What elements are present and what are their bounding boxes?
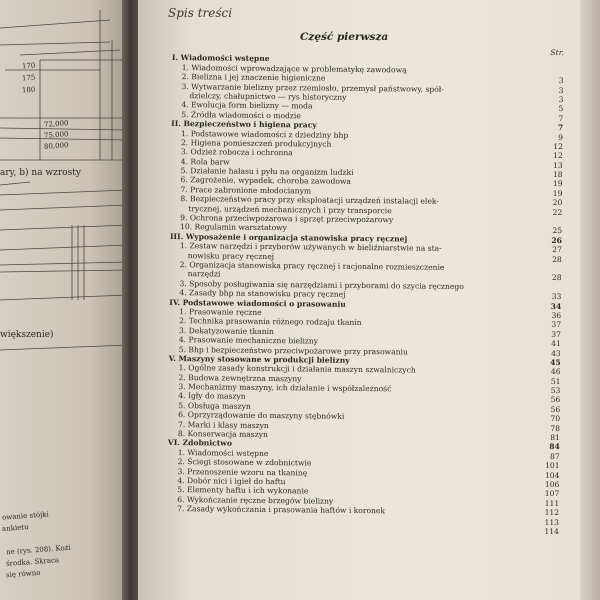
toc-entry-title: I. Wiadomości wstępne: [171, 53, 270, 64]
toc-page-number: 41: [551, 339, 561, 349]
toc-page-number: 3: [558, 95, 564, 105]
toc-page-number: 106: [544, 479, 560, 490]
toc-page-number: 33: [551, 292, 562, 302]
toc-page-number: 26: [551, 235, 563, 245]
toc-page-number: 84: [549, 442, 560, 452]
left-text: owanie stójki: [1, 510, 49, 522]
left-table-label: 72,000: [43, 119, 69, 129]
toc-entry-title: 1. Ogólne zasady konstrukcji i działania maszyn szwalniczych: [178, 363, 416, 375]
toc-entry-title: 2. Technika prasowania różnego rodzaju tkanin: [179, 316, 362, 328]
toc-page-number: 27: [552, 245, 562, 255]
toc-entry-title: 2. Budowa zewnętrzna maszyny: [178, 372, 302, 384]
left-text: się równo: [5, 568, 41, 580]
toc-entry-title: 1. Zestaw narzędzi i przyborów używanych w bieliźniarstwie na sta-: [179, 241, 442, 254]
left-diagram: [0, 0, 128, 600]
toc-page-number: 7: [558, 113, 564, 123]
left-text: większenie): [0, 330, 54, 340]
toc-entry-title: 4. Rola barw: [180, 156, 230, 167]
toc-entry-title: II. Bezpieczeństwo i higiena pracy: [171, 119, 317, 130]
left-text: ary, b) na wzrosty: [0, 168, 81, 178]
left-number: 175: [21, 73, 36, 83]
toc-page-number: 113: [544, 517, 560, 527]
page-header: Spis treści: [168, 6, 233, 20]
left-page: [0, 0, 128, 600]
toc-page-number: 34: [550, 301, 562, 311]
table-of-contents: [167, 44, 564, 536]
toc-entry-title: 2. Organizacja stanowiska pracy ręcznej i racjonalne rozmieszczenie: [179, 260, 445, 272]
section-title: Część pierwsza: [300, 31, 389, 43]
toc-entry-title: 1. Wiadomości wprowadzające w problematykę zawodową: [181, 62, 407, 75]
toc-page-number: 9: [558, 132, 564, 142]
toc-entry-title: 8. Konserwacja maszyn: [177, 429, 268, 440]
toc-entry-title: 3. Odzież robocza i ochronna: [180, 147, 293, 158]
left-table-label: 80,000: [43, 141, 69, 151]
toc-page-number: 3: [558, 85, 564, 95]
toc-entry-title: 3. Dekatyzowanie tkanin: [178, 325, 274, 336]
toc-page-number: 45: [550, 357, 561, 367]
toc-page-number: 25: [552, 226, 563, 236]
toc-page-number: 20: [552, 198, 563, 208]
toc-page-number: 87: [549, 451, 560, 461]
toc-entry-title: IV. Podstawowe wiadomości o prasowaniu: [169, 297, 346, 309]
toc-page-number: 53: [550, 386, 561, 396]
toc-page-number: 13: [553, 160, 563, 170]
toc-page-number: 19: [552, 188, 563, 198]
toc-entry-title: 4. Zasady bhp na stanowisku pracy ręcznej: [179, 288, 346, 299]
toc-entry-title: 7. Zasady wykończania i prasowania haftów i koronek: [177, 504, 386, 516]
left-number: 180: [21, 85, 36, 95]
toc-entry-title: 1. Prasowanie ręczne: [179, 307, 262, 317]
toc-entry-title: trycznej, urządzeń mechanicznych i przy transporcie: [188, 203, 392, 215]
toc-entry-title: 6. Zagrożenie, wypadek, choroba zawodowa: [180, 175, 352, 187]
toc-page-number: 36: [551, 310, 562, 321]
toc-entry-title: 2. Higiena pomieszczeń produkcyjnych: [180, 138, 332, 149]
toc-entry-title: dzielczy, chałupnictwo — rys historyczny: [189, 91, 347, 102]
toc-page-number: 56: [550, 404, 561, 414]
left-number: 170: [21, 61, 36, 71]
toc-page-number: 114: [544, 526, 559, 537]
toc-page-number: 28: [551, 273, 562, 283]
toc-entry-title: 4. Prasowanie mechaniczne bielizny: [178, 335, 319, 346]
toc-entry-title: 6. Wykończanie ręczne brzegów bielizny: [177, 494, 334, 506]
toc-page-number: 107: [544, 489, 560, 499]
toc-entry-title: narzędzi: [187, 269, 221, 279]
toc-entry-title: 1. Podstawowe wiadomości z dziedziny bhp: [181, 128, 349, 140]
toc-entry-title: 5. Elementy haftu i ich wykonanie: [177, 485, 309, 496]
toc-page-number: 3: [558, 76, 564, 86]
toc-entry-title: 2. Bielizna i jej znaczenie higieniczne: [181, 72, 326, 83]
toc-page-number: 37: [551, 329, 562, 339]
toc-page-number: 43: [551, 348, 561, 358]
toc-entry-title: 5. Działanie hałasu i pyłu na organizm ludzki: [180, 166, 354, 177]
toc-entry-title: 5. Obsługa maszyn: [178, 400, 251, 411]
toc-page-number: 5: [558, 104, 564, 114]
toc-entry-title: 3. Wytwarzanie bielizny przez rzemiosło, przemysł państwowy, spół-: [181, 81, 444, 94]
toc-page-number: 101: [545, 461, 560, 471]
left-text: środka. Skraca: [5, 556, 60, 568]
toc-entry-title: 5. Bhp i bezpieczeństwo przeciwpożarowe przy prasowaniu: [178, 344, 408, 356]
toc-page-number: 12: [553, 141, 563, 152]
toc-entry-title: 9. Ochrona przeciwpożarowa i sprzęt przeciwpożarowy: [180, 213, 394, 225]
left-table-label: 75,000: [43, 130, 69, 140]
toc-entry-title: 5. Źródła wiadomości o modzie: [181, 109, 301, 121]
toc-entry-title: 6. Oprzyrządowanie do maszyny stębnówki: [178, 410, 345, 422]
toc-entry-title: 3. Mechanizmy maszyny, ich działanie i współzależność: [178, 382, 392, 394]
toc-page-number: 12: [553, 151, 563, 161]
toc-page-number: 111: [544, 498, 560, 508]
toc-page-number: 18: [552, 170, 563, 180]
toc-entry-title: nowisku pracy ręcznej: [187, 250, 275, 261]
toc-entry-title: 4. Igły do maszyn: [178, 391, 246, 402]
toc-page-number: 22: [552, 207, 563, 217]
toc-page-number: 46: [550, 367, 561, 377]
toc-entry-title: 8. Bezpieczeństwo pracy przy eksploatacji urządzeń instalacji elek-: [180, 194, 439, 207]
toc-page-number: 7: [557, 123, 564, 133]
toc-page-number: 104: [544, 470, 560, 480]
toc-entry-title: 1. Wiadomości wstępne: [177, 447, 269, 458]
toc-page-number: 70: [550, 414, 561, 424]
toc-page-number: 51: [550, 376, 561, 386]
toc-entry-title: 10. Regulamin warsztatowy: [180, 222, 288, 233]
page-edge: [580, 0, 600, 600]
toc-entry-title: VI. Zdobnictwo: [167, 438, 232, 449]
toc-page-number: 19: [552, 179, 563, 189]
toc-entry-title: 7. Prace zabronione młodocianym: [180, 184, 312, 196]
toc-entry-title: 7. Marki i klasy maszyn: [177, 419, 269, 430]
str-label: Str.: [550, 47, 564, 58]
left-text: ne (rys. 208). Kożi: [5, 543, 71, 557]
toc-entry-title: 2. Ściegi stosowane w zdobnictwie: [177, 457, 312, 468]
toc-page-number: 112: [544, 508, 560, 518]
toc-page-number: 37: [551, 320, 562, 330]
toc-page-number: 81: [550, 432, 560, 443]
toc-entry-title: III. Wyposażenie i organizacja stanowiska pracy ręcznej: [169, 231, 408, 244]
toc-entry-title: 4. Ewolucja form bielizny — moda: [181, 100, 313, 111]
toc-page-number: 78: [550, 423, 561, 433]
left-text: ankietu: [1, 523, 29, 533]
toc-page-number: 28: [552, 254, 562, 264]
toc-entry-title: 3. Przenoszenie wzoru na tkaninę: [177, 466, 308, 478]
toc-entry-title: V. Maszyny stosowane w produkcji bielizny: [168, 353, 350, 365]
toc-entry-title: 4. Dobór nici i igieł do haftu: [177, 476, 286, 487]
toc-entry-title: 3. Sposoby posługiwania się narzędziami i przyborami do szycia ręcznego: [179, 278, 464, 291]
toc-page-number: 56: [550, 395, 561, 405]
